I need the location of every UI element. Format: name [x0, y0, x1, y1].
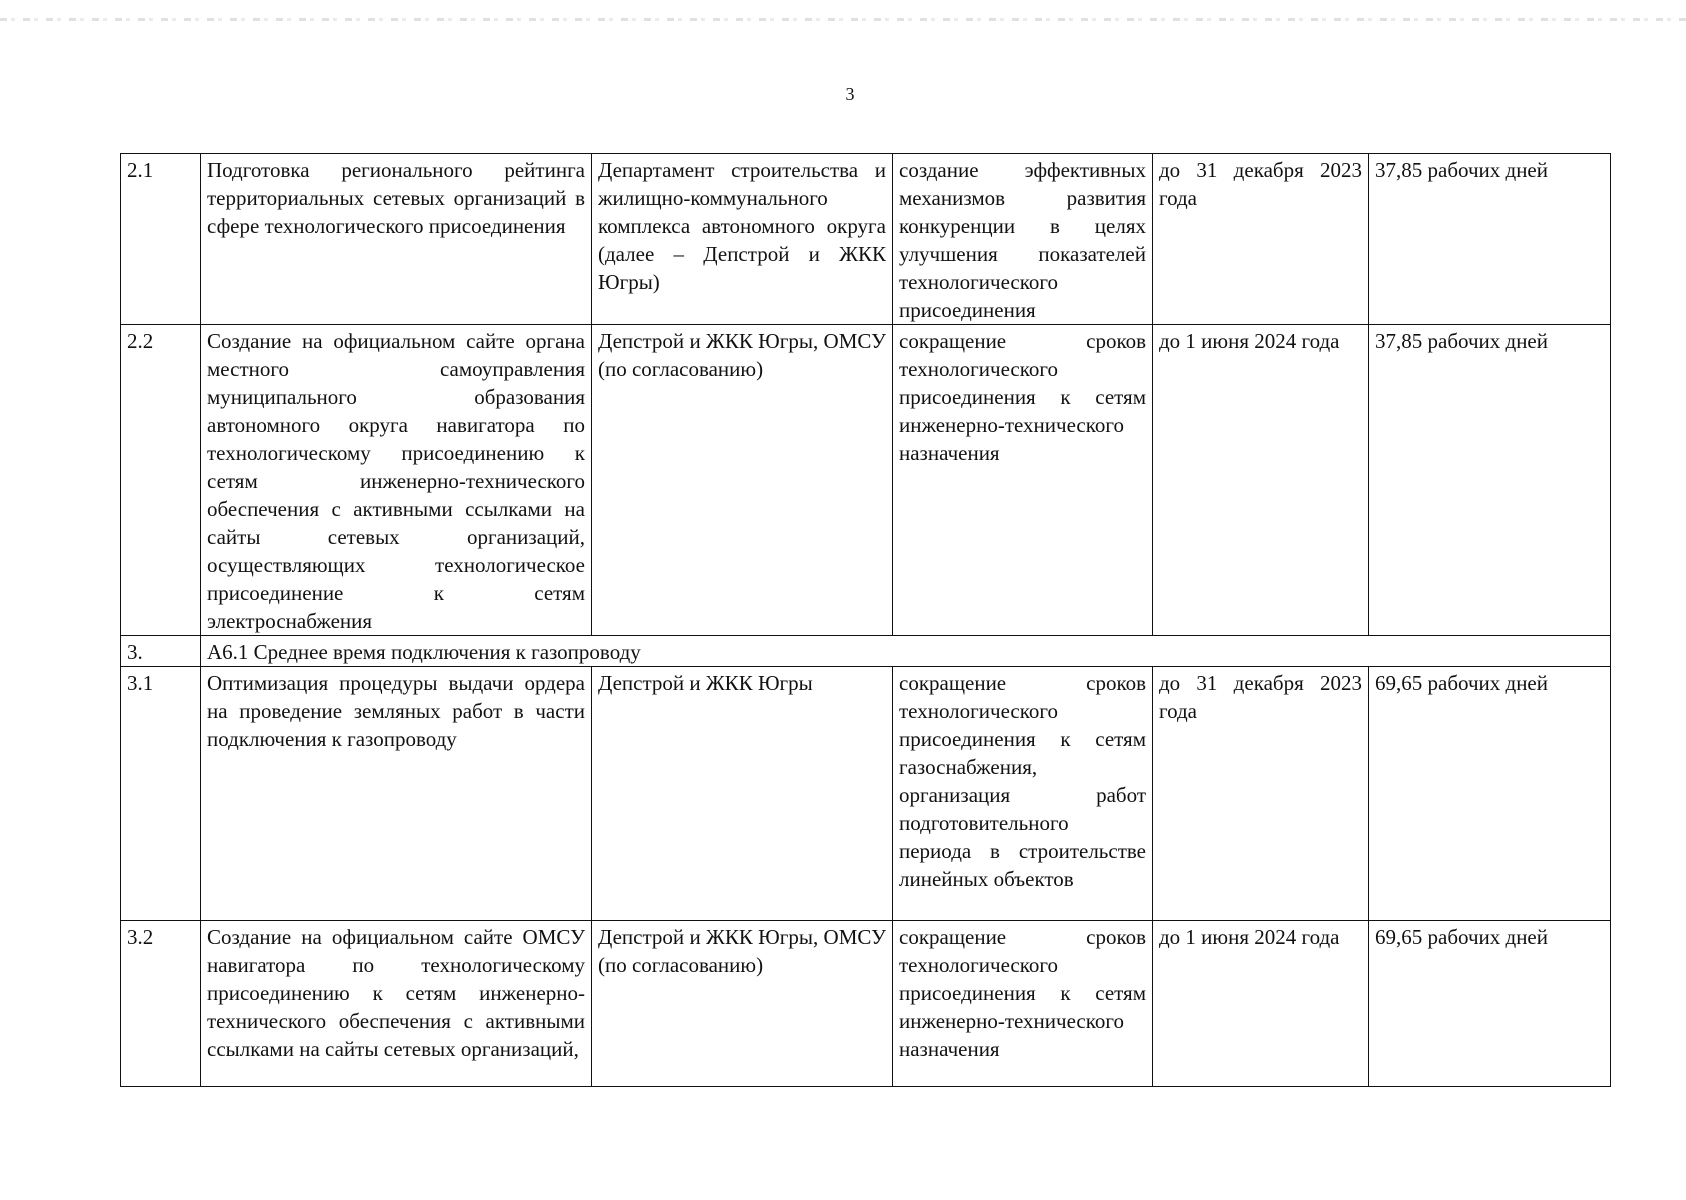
scan-edge-artifact	[0, 18, 1686, 21]
measure-cell: Оптимизация процедуры выдачи ордера на проведение земляных работ в части подключения к газопроводу	[201, 667, 592, 921]
measure-cell: Создание на официальном сайте ОМСУ навигатора по технологическому присоединению к сетям инженерно-технического обеспечения с активными ссылками на сайты сетевых организаций,	[201, 921, 592, 1087]
target-cell: 37,85 рабочих дней	[1369, 325, 1611, 636]
result-cell: создание эффективных механизмов развития конкуренции в целях улучшения показателей технологического присоединения	[893, 154, 1153, 325]
measure-cell: Создание на официальном сайте органа местного самоуправления муниципального образования автономного округа навигатора по технологическому присоединению к сетям инженерно-технического обеспечения с активными ссылками на сайты сетевых организаций, осуществляющих технологическое присоединение к сетям электроснабжения	[201, 325, 592, 636]
deadline-cell: до 31 декабря 2023 года	[1153, 667, 1369, 921]
target-cell: 69,65 рабочих дней	[1369, 667, 1611, 921]
result-cell: сокращение сроков технологического присоединения к сетям инженерно-технического назначения	[893, 325, 1153, 636]
deadline-cell: до 1 июня 2024 года	[1153, 325, 1369, 636]
section-header-row	[121, 636, 1611, 667]
measures-table	[120, 153, 1611, 1087]
target-cell: 69,65 рабочих дней	[1369, 921, 1611, 1087]
deadline-cell: до 1 июня 2024 года	[1153, 921, 1369, 1087]
responsible-cell: Депстрой и ЖКК Югры, ОМСУ (по согласованию)	[592, 921, 893, 1087]
row-number: 2.1	[121, 154, 201, 325]
table-row	[121, 667, 1611, 921]
result-cell: сокращение сроков технологического присоединения к сетям газоснабжения, организация работ подготовительного периода в строительстве линейных объектов	[893, 667, 1153, 921]
responsible-cell: Депстрой и ЖКК Югры, ОМСУ (по согласованию)	[592, 325, 893, 636]
target-cell: 37,85 рабочих дней	[1369, 154, 1611, 325]
responsible-cell: Депстрой и ЖКК Югры	[592, 667, 893, 921]
table-row	[121, 154, 1611, 325]
result-cell: сокращение сроков технологического присоединения к сетям инженерно-технического назначения	[893, 921, 1153, 1087]
table-row	[121, 325, 1611, 636]
row-number: 2.2	[121, 325, 201, 636]
section-title: А6.1 Среднее время подключения к газопроводу	[201, 636, 1611, 667]
measure-cell: Подготовка регионального рейтинга территориальных сетевых организаций в сфере технологического присоединения	[201, 154, 592, 325]
row-number: 3.1	[121, 667, 201, 921]
responsible-cell: Департамент строительства и жилищно-коммунального комплекса автономного округа (далее – Депстрой и ЖКК Югры)	[592, 154, 893, 325]
table-row	[121, 921, 1611, 1087]
section-number: 3.	[121, 636, 201, 667]
page-number: 3	[845, 84, 855, 104]
row-number: 3.2	[121, 921, 201, 1087]
deadline-cell: до 31 декабря 2023 года	[1153, 154, 1369, 325]
